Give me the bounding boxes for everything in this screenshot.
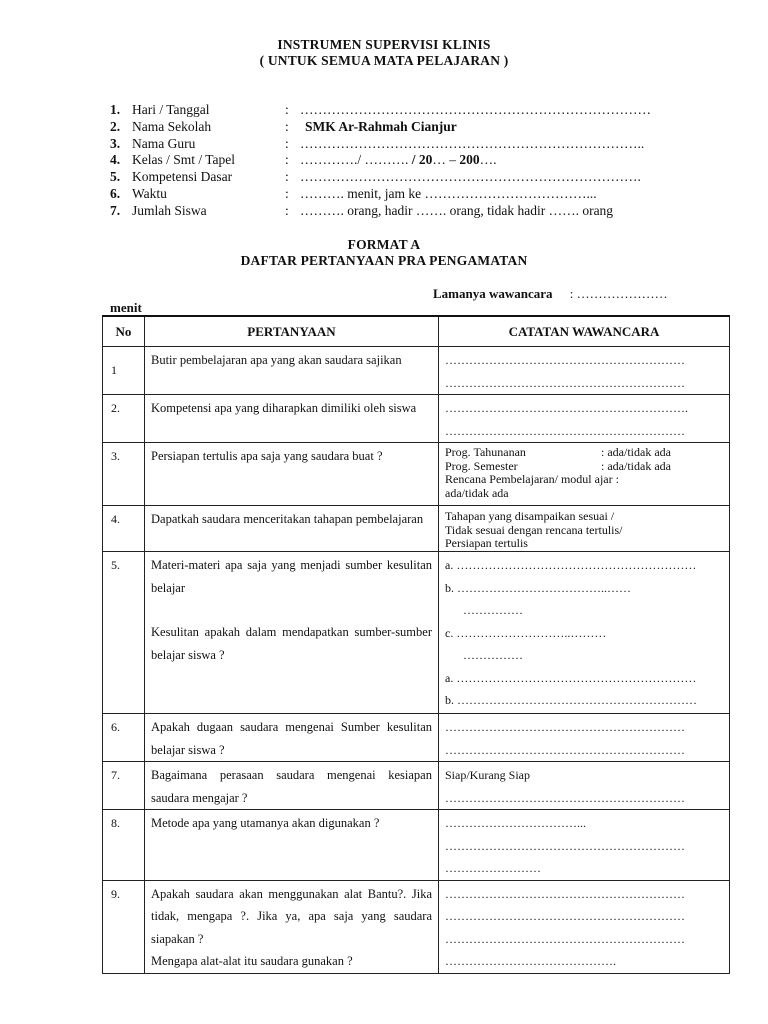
notes-cell <box>439 347 730 395</box>
interview-duration-label: Lamanya wawancara <box>433 286 553 301</box>
question-cell <box>145 395 439 443</box>
notes-line: …………………… <box>445 861 541 875</box>
info-row-teacher-name <box>110 136 710 153</box>
info-value-part: … – <box>432 152 460 168</box>
notes-line: Tidak sesuai dengan rencana tertulis/ <box>445 522 623 537</box>
info-colon: : <box>285 202 289 218</box>
notes-line: …………………………………………………… <box>445 375 685 390</box>
notes-line: b. ………………………………..…… <box>445 580 631 595</box>
row-number: 3. <box>103 443 145 506</box>
info-number: 6. <box>110 185 121 201</box>
notes-line: …………………………………………………… <box>445 931 685 946</box>
table-row <box>103 347 730 395</box>
question-text: Dapatkah saudara menceritakan tahapan pembelajaran <box>151 512 424 526</box>
notes-cell <box>439 506 730 552</box>
document-subtitle: ( UNTUK SEMUA MATA PELAJARAN ) <box>259 53 509 68</box>
question-text: Apakah saudara akan menggunakan alat Bantu?. Jika tidak, mengapa ?. Jika ya, apa saja yang saudara siapakan ? <box>151 886 432 946</box>
table-row <box>103 552 730 714</box>
format-heading: DAFTAR PERTANYAAN PRA PENGAMATAN <box>240 253 528 268</box>
notes-value: : ada/tidak ada <box>601 458 671 473</box>
notes-line: …………………………………………………… <box>445 720 685 734</box>
info-value-class-semester-year <box>300 152 497 169</box>
info-row-day-date <box>110 102 710 119</box>
notes-line: …………………………………………………… <box>445 742 685 757</box>
notes-line: …………………………………………………… <box>445 423 685 438</box>
info-row-time <box>110 186 710 203</box>
notes-cell <box>439 762 730 810</box>
info-label: Nama Sekolah <box>132 118 212 134</box>
info-row-school-name <box>110 119 710 136</box>
info-colon: : <box>285 169 289 185</box>
info-number: 7. <box>110 202 121 218</box>
interview-duration <box>433 286 668 302</box>
notes-line: ……………………………... <box>445 816 586 830</box>
notes-value: : ada/tidak ada <box>601 445 671 459</box>
row-number: 1 <box>103 347 145 395</box>
notes-cell <box>439 810 730 881</box>
document-title: INSTRUMEN SUPERVISI KLINIS <box>277 37 491 52</box>
question-text: Persiapan tertulis apa saja yang saudara buat ? <box>151 449 383 463</box>
question-cell <box>145 443 439 506</box>
info-number: 4. <box>110 152 121 168</box>
notes-cell <box>439 552 730 714</box>
header-no: No <box>103 316 145 347</box>
header-question: PERTANYAAN <box>145 316 439 347</box>
info-value-teacher-name: ………………………………………………………………….. <box>300 135 645 151</box>
table-row <box>103 714 730 762</box>
question-cell <box>145 810 439 881</box>
notes-key: Prog. Semester <box>445 458 518 473</box>
notes-line: …………………………………………………… <box>445 838 685 853</box>
notes-line: Tahapan yang disampaikan sesuai / <box>445 509 615 523</box>
info-value-part: …………./ ………. <box>300 152 412 168</box>
question-text: Butir pembelajaran apa yang akan saudara sajikan <box>151 353 402 367</box>
question-text: Kesulitan apakah dalam mendapatkan sumber-sumber belajar siswa ? <box>151 625 432 662</box>
question-cell <box>145 506 439 552</box>
notes-line: ada/tidak ada <box>445 485 509 500</box>
notes-line: Persiapan tertulis <box>445 536 528 550</box>
info-value-basic-competency: …………………………………………………………………. <box>300 169 641 185</box>
info-value-part: / 20 <box>411 152 433 168</box>
question-text: Bagaimana perasaan saudara mengenai kesiapan saudara mengajar ? <box>151 768 432 805</box>
question-spacer <box>151 599 432 621</box>
interview-duration-unit: menit <box>110 300 142 315</box>
question-text: Mengapa alat-alat itu saudara gunakan ? <box>151 954 353 968</box>
info-colon: : <box>285 118 289 134</box>
row-number: 9. <box>103 880 145 973</box>
info-row-class-semester-year <box>110 152 710 169</box>
info-label: Kelas / Smt / Tapel <box>132 152 236 168</box>
row-number: 2. <box>103 395 145 443</box>
info-block <box>110 102 710 220</box>
notes-line: a. …………………………………………………… <box>445 558 697 572</box>
table-row <box>103 762 730 810</box>
row-number: 4. <box>103 506 145 552</box>
info-colon: : <box>285 185 289 201</box>
interview-duration-value: : ………………… <box>569 286 668 301</box>
notes-line: ……………………………………. <box>445 954 616 968</box>
question-cell <box>145 880 439 973</box>
notes-line: …………… <box>463 603 523 617</box>
info-value-part: 200 <box>459 152 480 168</box>
info-label: Waktu <box>132 185 167 201</box>
notes-line: …………………………………………………… <box>445 790 685 805</box>
table-header-row <box>103 316 730 347</box>
info-number: 5. <box>110 169 121 185</box>
row-number: 7. <box>103 762 145 810</box>
notes-line: ……………………………………………………. <box>445 401 688 415</box>
question-cell <box>145 552 439 714</box>
notes-line: c. ………………………..……… <box>445 625 607 640</box>
info-label: Hari / Tanggal <box>132 102 210 117</box>
info-colon: : <box>285 102 289 117</box>
notes-cell <box>439 714 730 762</box>
notes-line: a. …………………………………………………… <box>445 670 697 685</box>
pre-observation-question-table <box>102 315 730 974</box>
notes-line: …………………………………………………… <box>445 353 685 367</box>
table-row <box>103 880 730 973</box>
row-number: 5. <box>103 552 145 714</box>
info-label: Kompetensi Dasar <box>132 169 233 185</box>
notes-line: b. …………………………………………………… <box>445 693 697 707</box>
info-value-school-name: SMK Ar-Rahmah Cianjur <box>305 118 457 134</box>
notes-cell <box>439 395 730 443</box>
notes-cell <box>439 880 730 973</box>
question-cell <box>145 347 439 395</box>
notes-line: …………………………………………………… <box>445 909 685 923</box>
notes-line <box>445 460 723 474</box>
info-number: 1. <box>110 102 121 117</box>
header-interview-notes: CATATAN WAWANCARA <box>439 316 730 347</box>
question-cell <box>145 714 439 762</box>
table-row <box>103 810 730 881</box>
info-number: 3. <box>110 135 121 151</box>
question-text: Kompetensi apa yang diharapkan dimiliki oleh siswa <box>151 401 417 415</box>
notes-key: Prog. Tahunanan <box>445 445 526 459</box>
info-label: Nama Guru <box>132 135 196 151</box>
question-text: Apakah dugaan saudara mengenai Sumber kesulitan belajar siswa ? <box>151 720 432 757</box>
table-row <box>103 443 730 506</box>
info-number: 2. <box>110 118 121 134</box>
notes-line: Siap/Kurang Siap <box>445 768 530 782</box>
info-row-basic-competency <box>110 169 710 186</box>
notes-line <box>445 446 723 460</box>
info-value-time: ………. menit, jam ke ………………………………... <box>300 185 597 201</box>
format-label: FORMAT A <box>347 237 421 252</box>
question-text: Metode apa yang utamanya akan digunakan ? <box>151 816 380 830</box>
info-label: Jumlah Siswa <box>132 202 207 218</box>
table-row <box>103 395 730 443</box>
info-value-part: …. <box>479 152 497 168</box>
table-row <box>103 506 730 552</box>
info-colon: : <box>285 152 289 168</box>
row-number: 8. <box>103 810 145 881</box>
notes-line: …………………………………………………… <box>445 886 685 901</box>
info-row-student-count <box>110 203 710 220</box>
question-text: Materi-materi apa saja yang menjadi sumber kesulitan belajar <box>151 558 432 595</box>
row-number: 6. <box>103 714 145 762</box>
info-value-day-date: …………………………………………………………………… <box>300 102 651 117</box>
notes-line: Rencana Pembelajaran/ modul ajar : <box>445 472 619 486</box>
notes-line: …………… <box>463 648 523 662</box>
question-cell <box>145 762 439 810</box>
info-value-student-count: ………. orang, hadir ……. orang, tidak hadir ……. orang <box>300 202 614 218</box>
notes-cell <box>439 443 730 506</box>
info-colon: : <box>285 135 289 151</box>
